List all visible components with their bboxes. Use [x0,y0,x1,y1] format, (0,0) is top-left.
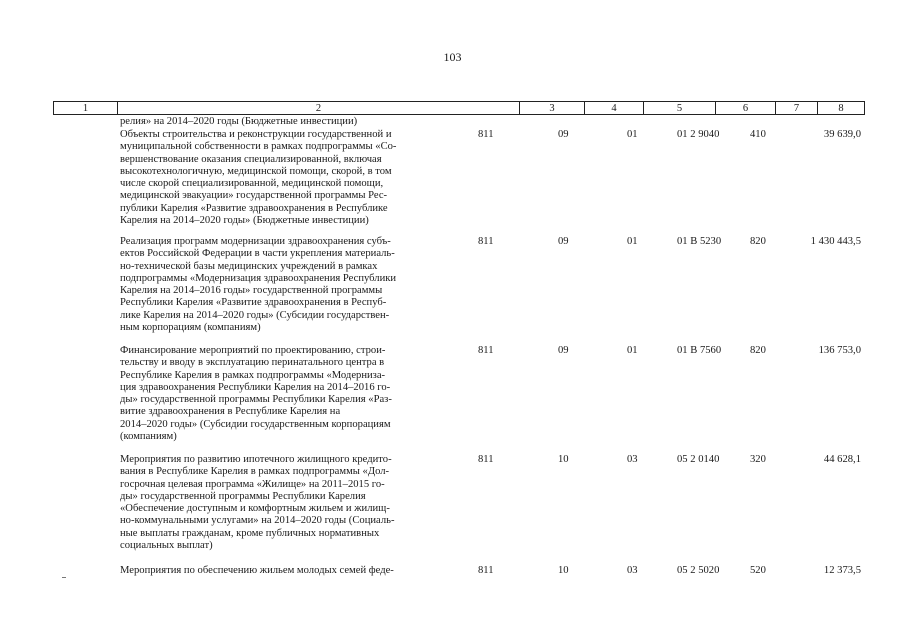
row-col-3: 811 [478,565,494,576]
row-col-4: 09 [558,236,569,247]
row-description: Финансирование мероприятий по проектированию, строи- тельству и вводу в эксплуатацию перинатального центра в Республике Карелия в рамках подпрограммы «Модерниза- ция здравоохранения Республики Карелия на 2014–2016 го- ды» государственной программы Республики Карелия «Раз- витие здравоохранения в Республике Карелия на 2014–2020 годы» (Субсидии государственным корпорациям (компаниям) [120,345,392,443]
row-col-3: 811 [478,345,494,356]
row-col-4: 10 [558,454,569,465]
row-col-8: 44 628,1 [823,454,861,465]
continuation-text: релия» на 2014–2020 годы (Бюджетные инвестиции) [120,116,358,127]
row-col-6: 01 В 7560 [677,345,722,356]
row-col-6: 05 2 5020 [677,565,720,576]
row-col-4: 09 [558,129,569,140]
row-description: Реализация программ модернизации здравоохранения субъ- ектов Российской Федерации в части укрепления материаль- но-технической базы медицинских учреждений в рамках подпрограммы «Модернизация здравоохранения Республики Карелия на 2014–2016 годы» государственной программы Республики Карелия «Развитие здравоохранения в Респуб- лике Карелия на 2014–2020 годы» (Субсидии государствен- ным корпорациям (компаниям) [120,236,397,334]
row-col-8: 12 373,5 [823,565,861,576]
row-col-7: 410 [750,129,766,140]
table-header [53,101,865,115]
margin-mark [62,577,66,578]
row-description: Мероприятия по развитию ипотечного жилищного кредито- вания в Республике Карелия в рамках подпрограммы «Дол- госрочная целевая программа «Жилище» на 2011–2015 го- ды» государственной программы Республики Карелия «Обеспечение доступным и комфортным жильем и жилищ- но-коммунальными услугами» на 2014–2020 годы (Социаль- ные выплаты гражданам, кроме публичных нормативных социальных выплат) [120,454,395,552]
row-col-5: 03 [627,565,638,576]
header-col-5: 5 [644,102,716,114]
row-col-5: 03 [627,454,638,465]
row-col-6: 01 В 5230 [677,236,722,247]
header-col-3: 3 [520,102,585,114]
row-description: Объекты строительства и реконструкции государственной и муниципальной собственности в рамках подпрограммы «Со- вершенствование оказания специализированной, включая высокотехнологичную, медицинской помощи, скорой, в том числе скорой специализированной, медицинской помощи, медицинской эвакуации» государственной программы Рес- публики Карелия «Развитие здравоохранения в Республике Карелия на 2014–2020 годы» (Бюджетные инвестиции) [120,129,397,227]
row-col-3: 811 [478,236,494,247]
row-col-5: 01 [627,236,638,247]
row-col-6: 05 2 0140 [677,454,720,465]
page-number: 103 [443,50,462,64]
row-col-7: 820 [750,345,766,356]
header-col-7: 7 [776,102,818,114]
header-col-4: 4 [585,102,644,114]
row-col-8: 136 753,0 [818,345,861,356]
row-col-7: 820 [750,236,766,247]
row-description: Мероприятия по обеспечению жильем молодых семей феде- [120,565,394,576]
row-col-3: 811 [478,454,494,465]
row-col-8: 1 430 443,5 [810,236,861,247]
row-col-4: 09 [558,345,569,356]
header-col-1: 1 [54,102,118,114]
row-col-6: 01 2 9040 [677,129,720,140]
header-col-2: 2 [118,102,520,114]
row-col-3: 811 [478,129,494,140]
row-col-7: 520 [750,565,766,576]
row-col-8: 39 639,0 [823,129,861,140]
header-col-6: 6 [716,102,776,114]
row-col-7: 320 [750,454,766,465]
row-col-5: 01 [627,129,638,140]
row-col-4: 10 [558,565,569,576]
row-col-5: 01 [627,345,638,356]
header-col-8: 8 [838,103,844,114]
